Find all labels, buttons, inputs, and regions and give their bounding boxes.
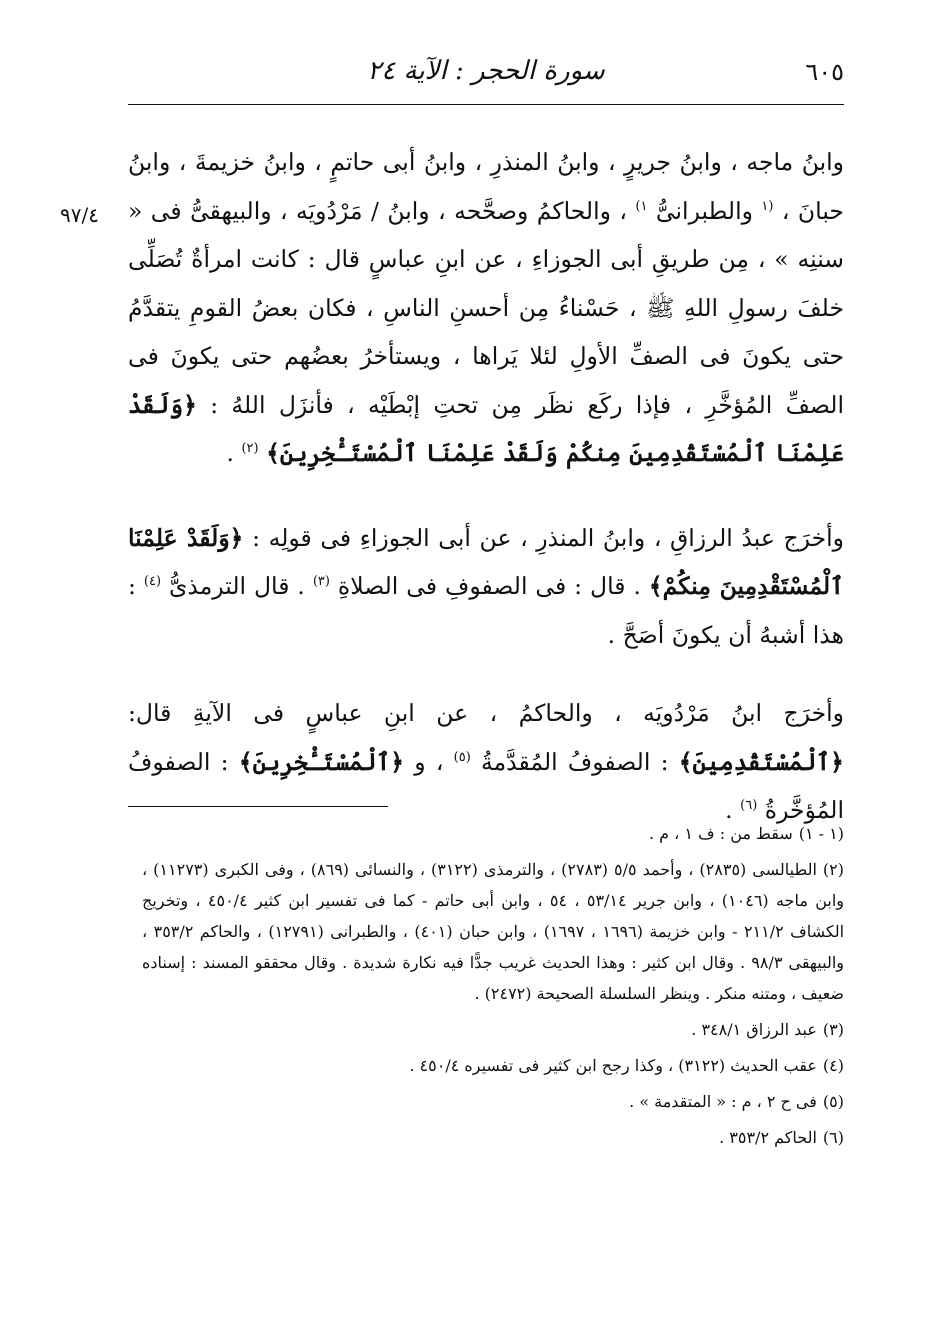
footnote-ref: (١ bbox=[761, 198, 774, 214]
footnote bbox=[142, 1122, 844, 1153]
paragraph-3 bbox=[128, 689, 844, 835]
paragraph-text: . bbox=[226, 439, 234, 467]
running-title: سورة الحجر : الآية ٢٤ bbox=[367, 56, 605, 86]
footnote-text: فى ح ٢ ، م : « المتقدمة » . bbox=[629, 1092, 817, 1111]
footnote-number: (١ - ١) bbox=[798, 824, 844, 843]
margin-reference: ٩٧/٤ bbox=[60, 203, 99, 227]
quran-verse: ﴿وَلَقَدْ عَلِمْنَا ٱلْمُسْتَقْدِمِينَ مِنكُمْ وَلَقَدْ عَلِمْنَا ٱلْمُسْتَـْٔخِرِينَ﴾ bbox=[128, 390, 844, 467]
paragraph-text: : الصفوفُ المُؤخَّرةُ bbox=[128, 747, 844, 824]
page-header bbox=[128, 52, 844, 92]
footnote-separator bbox=[128, 806, 388, 807]
footnote bbox=[142, 1086, 844, 1117]
footnote-ref: (٥) bbox=[453, 749, 471, 765]
paragraph-text: والطبرانىُّ bbox=[655, 196, 753, 225]
footnote-number: (٣) bbox=[822, 1020, 844, 1039]
paragraph-text: ، و bbox=[414, 747, 444, 776]
page-number: ٦٠٥ bbox=[805, 58, 844, 86]
footnote bbox=[142, 818, 844, 849]
footnote-ref: (٢) bbox=[241, 441, 259, 457]
paragraph-text: . قال : فى الصفوفِ فى الصلاةِ bbox=[337, 572, 641, 600]
paragraph-text: : هذا أشبهُ أن يكونَ أصَحَّ . bbox=[128, 572, 844, 649]
footnote-ref: (٤) bbox=[143, 574, 162, 590]
footnote-number: (٢) bbox=[822, 860, 845, 879]
footnote-text: سقط من : ف ١ ، م . bbox=[648, 824, 793, 843]
paragraph-text: ، والحاكمُ وصحَّحه ، وابنُ / مَرْدُويَه ، والبيهقىُّ فى « سننِه » ، مِن طريقِ أبى الجوزاءِ ، عن ابنِ عباسٍ قال : كانت امرأةٌ تُصَلِّى خلفَ رسولِ اللهِ ﷺ ، حَسْناءُ مِن أحسنِ الناسِ ، فكان بعضُ القومِ يتقدَّمُ حتى يكونَ فى الصفِّ الأولِ لئلا يَراها ، ويستأخرُ بعضُهم حتى يكونَ فى الصفِّ المُؤخَّرِ ، فإذا ركَع نظَر مِن تحتِ إبْطَيْه ، فأنزَل اللهُ : bbox=[128, 196, 844, 419]
footnote-text: الحاكم ٣٥٣/٢ . bbox=[719, 1128, 817, 1147]
footnote bbox=[142, 854, 844, 1009]
footnote-number: (٥) bbox=[822, 1092, 844, 1111]
paragraph-text: . قال الترمذىُّ bbox=[168, 572, 305, 600]
paragraph-2 bbox=[128, 514, 844, 660]
footnote-text: عقب الحديث (٣١٢٢) ، وكذا رجح ابن كثير فى تفسيره ٤٥٠/٤ . bbox=[409, 1056, 817, 1075]
paragraph-text: وأخرَج ابنُ مَرْدُويَه ، والحاكمُ ، عن ابنِ عباسٍ فى الآيةِ قال: bbox=[128, 699, 844, 727]
paragraph-text: : الصفوفُ المُقدَّمةُ bbox=[481, 747, 669, 776]
paragraph-1 bbox=[128, 138, 844, 478]
footnote-text: عبد الرزاق ٣٤٨/١ . bbox=[691, 1020, 817, 1039]
quran-verse: ﴿وَلَقَدْ عَلِمْنَا ٱلْمُسْتَقْدِمِينَ مِنكُمْ﴾ bbox=[128, 523, 844, 600]
footnote-number: (٤) bbox=[822, 1056, 844, 1075]
footnotes bbox=[142, 818, 844, 1158]
footnote-ref: (٣) bbox=[312, 574, 330, 590]
quran-verse: ﴿ٱلْمُسْتَـْٔخِرِينَ﴾ bbox=[238, 747, 405, 776]
paragraph-text: وأخرَج عبدُ الرزاقِ ، وابنُ المنذرِ ، عن أبى الجوزاءِ فى قولِه : bbox=[252, 523, 844, 552]
paragraph-text: وابنُ ماجه ، وابنُ جريرٍ ، وابنُ المنذرِ ، وابنُ أبى حاتمٍ ، وابنُ خزيمةَ ، وابنُ حبانَ ، bbox=[128, 148, 844, 225]
paragraph-text: . bbox=[725, 796, 733, 824]
main-text bbox=[128, 138, 844, 835]
quran-verse: ﴿ٱلْمُسْتَقْدِمِينَ﴾ bbox=[678, 747, 844, 776]
header-rule bbox=[128, 104, 844, 105]
footnote-ref: ١) bbox=[635, 198, 648, 214]
footnote bbox=[142, 1014, 844, 1045]
footnote-text: الطيالسى (٢٨٣٥) ، وأحمد ٥/٥ (٢٧٨٣) ، والترمذى (٣١٢٢) ، والنسائى (٨٦٩) ، وفى الكبرى (١١٢٧٣) ، وابن ماجه (١٠٤٦) ، وابن جرير ٥٣/١٤ ، ٥٤ ، وابن أبى حاتم - كما فى تفسير ابن كثير ٤٥٠/٤ ، وتخريج الكشاف ٢١١/٢ - وابن خزيمة (١٦٩٦ ، ١٦٩٧) ، وابن حبان (٤٠١) ، والطبرانى (١٢٧٩١) ، والحاكم ٣٥٣/٢ ، والبيهقى ٩٨/٣ . وقال ابن كثير : وهذا الحديث غريب جدًّا فيه نكارة شديدة . وقال محققو المسند : إسناده ضعيف ، ومتنه منكر . وينظر السلسلة الصحيحة (٢٤٧٢) . bbox=[142, 860, 845, 1003]
footnote-number: (٦) bbox=[822, 1128, 844, 1147]
footnote-ref: (٦) bbox=[740, 798, 758, 814]
footnote bbox=[142, 1050, 844, 1081]
